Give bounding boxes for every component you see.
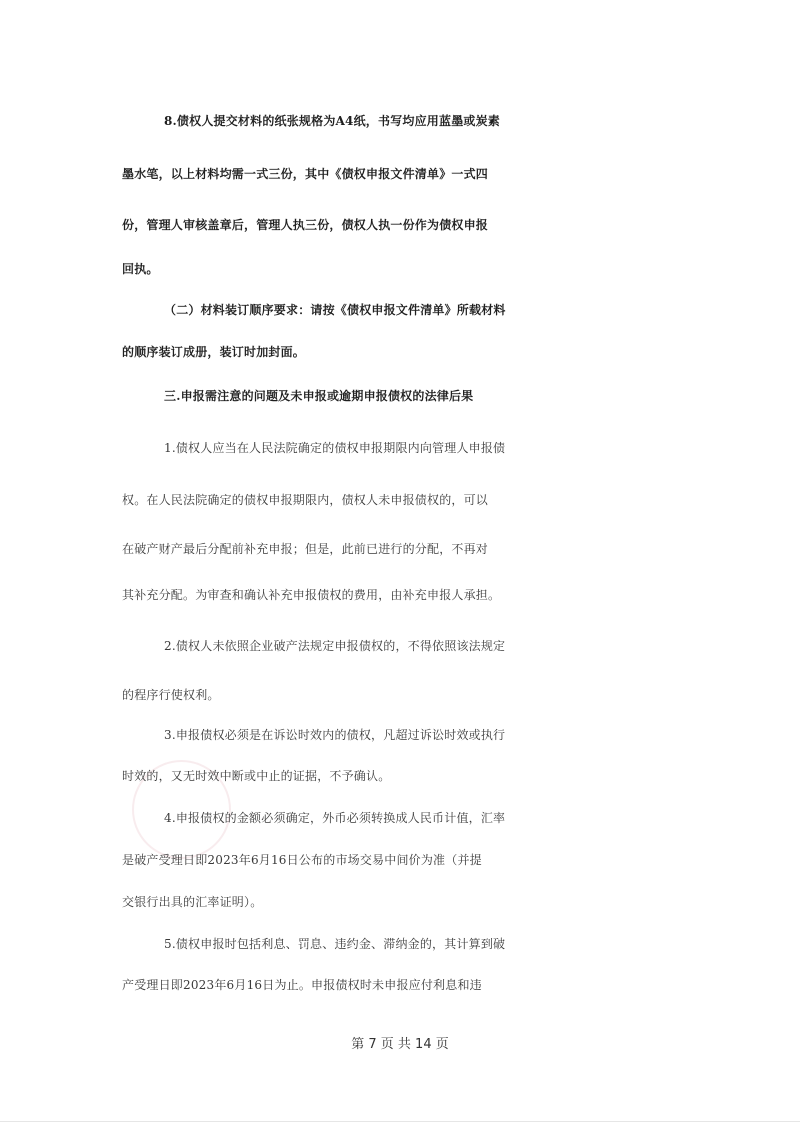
text-line-11: 其补充分配。为审查和确认补充申报债权的费用，由补充申报人承担。 bbox=[122, 588, 501, 602]
text-line-1: 8.债权人提交材料的纸张规格为A4纸，书写均应用蓝墨或炭素 bbox=[164, 114, 500, 128]
text-line-15: 时效的，又无时效中断或中止的证据，不予确认。 bbox=[122, 769, 391, 783]
text-line-3: 份，管理人审核盖章后，管理人执三份，债权人执一份作为债权申报 bbox=[122, 218, 489, 232]
text-line-2: 墨水笔，以上材料均需一式三份，其中《债权申报文件清单》一式四 bbox=[122, 167, 489, 181]
text-line-9: 权。在人民法院确定的债权申报期限内，债权人未申报债权的，可以 bbox=[122, 493, 489, 507]
page-number-footer: 第 7 页 共 14 页 bbox=[351, 1037, 449, 1052]
text-line-6: 的顺序装订成册，装订时加封面。 bbox=[122, 345, 306, 359]
text-line-5: （二）材料装订顺序要求：请按《债权申报文件清单》所载材料 bbox=[164, 303, 506, 317]
text-line-16: 4.申报债权的金额必须确定，外币必须转换成人民币计值，汇率 bbox=[164, 811, 506, 825]
text-line-10: 在破产财产最后分配前补充申报；但是，此前已进行的分配，不再对 bbox=[122, 542, 489, 556]
scan-edge-line bbox=[0, 1121, 800, 1122]
text-line-8: 1.债权人应当在人民法院确定的债权申报期限内向管理人申报债 bbox=[164, 441, 506, 455]
text-line-20: 产受理日即2023年6月16日为止。申报债权时未申报应付利息和违 bbox=[122, 978, 482, 992]
text-line-4: 回执。 bbox=[122, 262, 159, 276]
text-line-12: 2.债权人未依照企业破产法规定申报债权的，不得依照该法规定 bbox=[164, 639, 506, 653]
section-heading: 三.申报需注意的问题及未申报或逾期申报债权的法律后果 bbox=[164, 389, 474, 403]
text-line-17: 是破产受理日即2023年6月16日公布的市场交易中间价为准（并提 bbox=[122, 853, 482, 867]
text-line-18: 交银行出具的汇率证明）。 bbox=[122, 895, 263, 909]
text-line-19: 5.债权申报时包括利息、罚息、违约金、滞纳金的，其计算到破 bbox=[164, 937, 506, 951]
text-line-14: 3.申报债权必须是在诉讼时效内的债权，凡超过诉讼时效或执行 bbox=[164, 728, 506, 742]
text-line-13: 的程序行使权利。 bbox=[122, 688, 220, 702]
